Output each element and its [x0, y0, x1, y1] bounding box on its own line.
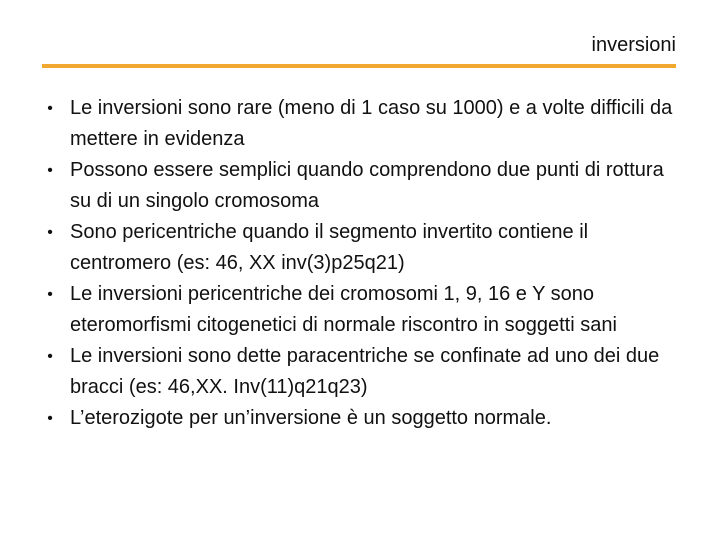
bullet-text: Le inversioni sono dette paracentriche se confinate ad uno dei due bracci (es: 46,XX. Inv(11)q21q23): [70, 345, 660, 398]
bullet-text: Le inversioni pericentriche dei cromosomi 1, 9, 16 e Y sono eteromorfismi citogenetici di normale riscontro in soggetti sani: [70, 283, 617, 336]
bullet-text: Le inversioni sono rare (meno di 1 caso su 1000) e a volte difficili da mettere in evidenza: [70, 97, 673, 150]
bullet-icon: •: [47, 410, 53, 427]
bullet-icon: •: [47, 100, 53, 117]
bullet-text: L’eterozigote per un’inversione è un soggetto normale.: [70, 407, 552, 429]
bullet-text: Sono pericentriche quando il segmento invertito contiene il centromero (es: 46, XX inv(3)p25q21): [70, 221, 589, 274]
bullet-list: [40, 93, 680, 434]
bullet-icon: •: [47, 348, 53, 365]
bullet-icon: •: [47, 162, 53, 179]
bullet-item: [40, 217, 680, 279]
bullet-item: [40, 279, 680, 341]
bullet-icon: •: [47, 286, 53, 303]
bullet-item: [40, 93, 680, 155]
bullet-item: [40, 155, 680, 217]
bullet-text: Possono essere semplici quando comprendono due punti di rottura su di un singolo cromosoma: [70, 159, 664, 212]
bullet-item: [40, 341, 680, 403]
title-underline: [42, 64, 676, 68]
slide-title: inversioni: [591, 34, 676, 56]
bullet-icon: •: [47, 224, 53, 241]
bullet-item: [40, 403, 680, 434]
